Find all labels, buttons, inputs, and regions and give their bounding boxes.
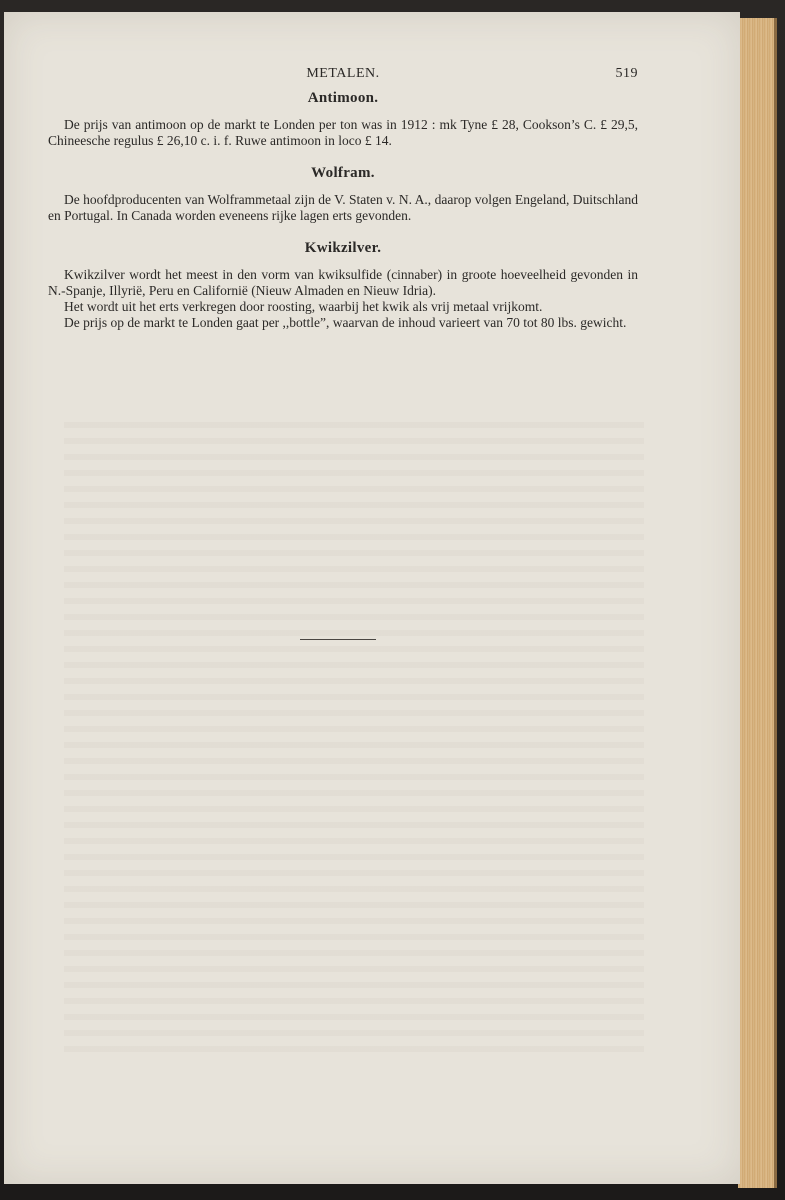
page-number: 519 — [615, 66, 638, 81]
bleed-through-texture — [64, 412, 644, 1052]
closing-rule — [300, 639, 376, 640]
section-wolfram — [48, 165, 638, 224]
section-heading: Kwikzilver. — [304, 240, 382, 256]
paragraph: De hoofdproducenten van Wolframmetaal zijn de V. Staten v. N. A., daarop volgen Engeland, Duitschland en Portugal. In Canada worden eveneens rijke lagen erts gevonden. — [48, 192, 638, 223]
paragraph: De prijs op de markt te Londen gaat per ,,bottle”, waarvan de inhoud varieert van 70 tot 80 lbs. gewicht. — [64, 315, 627, 330]
book-page-edges — [738, 18, 777, 1188]
paragraph: Kwikzilver wordt het meest in den vorm van kwiksulfide (cinnaber) in groote hoeveelheid gevonden in N.-Spanje, Illyrië, Peru en Californië (Nieuw Almaden en Nieuw Idria). — [48, 267, 638, 298]
section-heading: Wolfram. — [311, 165, 375, 181]
section-heading: Antimoon. — [307, 90, 379, 106]
paragraph: De prijs van antimoon op de markt te Londen per ton was in 1912 : mk Tyne £ 28, Cookson’s C. £ 29,5, Chineesche regulus £ 26,10 c. i. f. Ruwe antimoon in loco £ 14. — [48, 117, 638, 148]
page-text — [48, 50, 638, 347]
section-kwikzilver — [48, 240, 638, 331]
running-header — [48, 50, 638, 81]
running-title: METALEN. — [306, 66, 380, 81]
paragraph: Het wordt uit het erts verkregen door roosting, waarbij het kwik als vrij metaal vrijkomt. — [64, 299, 543, 314]
section-antimoon — [48, 90, 638, 149]
